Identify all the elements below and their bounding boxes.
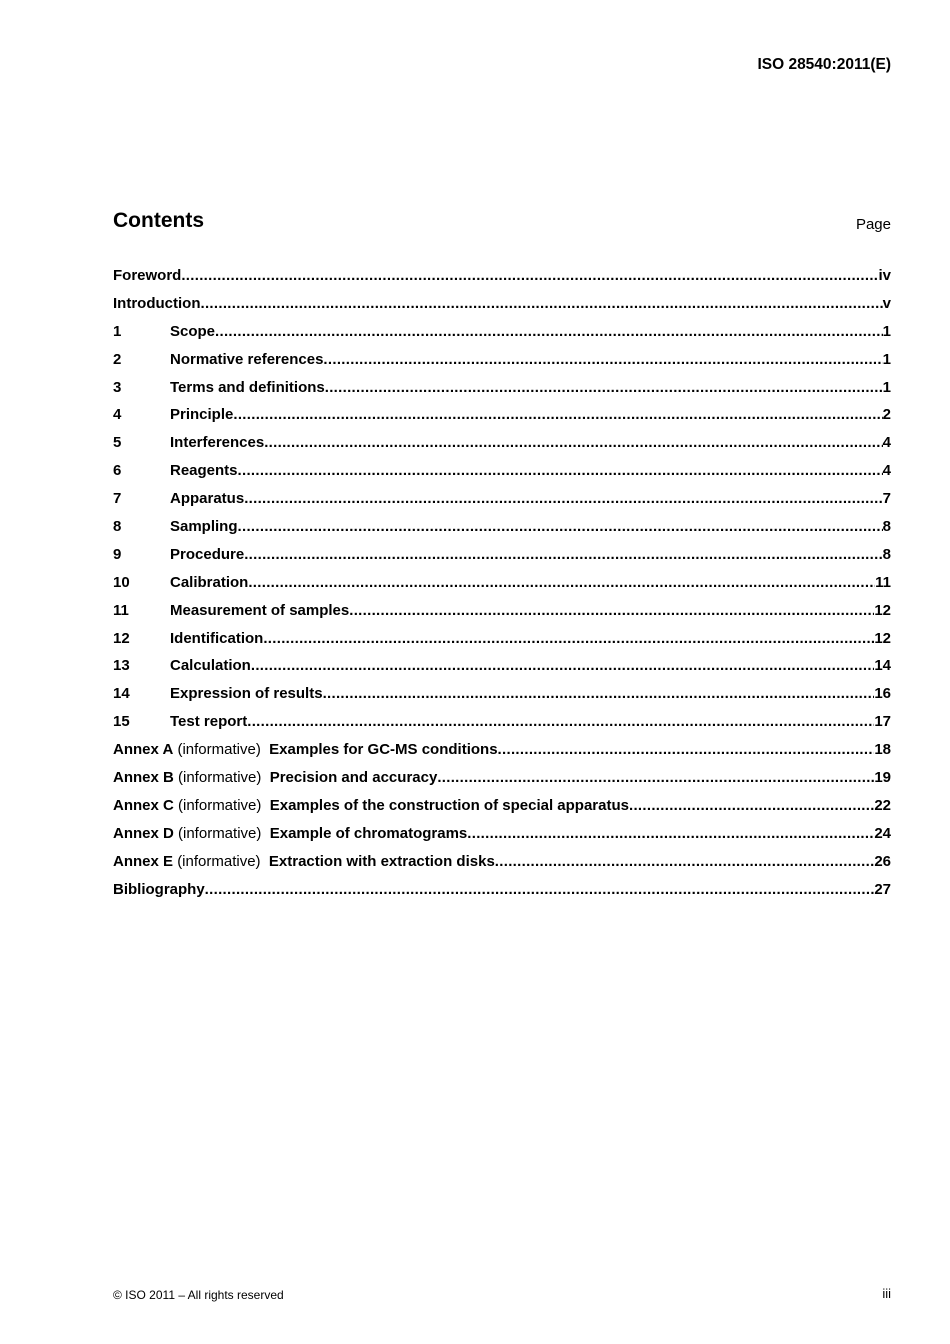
toc-entry[interactable] [113, 351, 891, 379]
toc-entry-page: 26 [874, 852, 891, 870]
toc-entry-page: 22 [874, 796, 891, 814]
toc-annex-letter: Annex B [113, 769, 174, 787]
toc-entry-title: Example of chromatograms [269, 824, 468, 842]
toc-annex-letter: Annex D [113, 824, 174, 842]
toc-entry-title: Sampling [170, 518, 238, 536]
toc-entry-number: 9 [113, 545, 122, 563]
toc-annex-informative: (informative) [177, 852, 261, 870]
toc-entry-title: Calibration [170, 573, 249, 591]
toc-entry-page: iv [878, 267, 891, 284]
toc-entry-page: 8 [882, 518, 891, 536]
toc-dot-leader [323, 685, 875, 702]
toc-entry-number: 13 [113, 657, 130, 675]
toc-entry[interactable] [113, 379, 891, 407]
toc-entry[interactable] [113, 825, 891, 853]
toc-entry-title: Terms and definitions [170, 378, 325, 396]
toc-dot-leader [437, 769, 874, 786]
toc-entry-page: 2 [882, 406, 891, 424]
toc-dot-leader [467, 825, 874, 842]
toc-dot-leader [498, 741, 875, 758]
toc-entry-number: 12 [113, 629, 130, 647]
toc-entry[interactable] [113, 741, 891, 769]
toc-dot-leader [200, 295, 882, 312]
page-column-label: Page [855, 216, 891, 233]
toc-entry-number: 1 [113, 322, 122, 340]
toc-dot-leader [251, 657, 874, 674]
toc-entry-title: Test report [170, 713, 248, 731]
toc-entry-number: 3 [113, 378, 122, 396]
toc-entry[interactable] [113, 769, 891, 797]
toc-dot-leader [247, 713, 874, 730]
toc-entry-page: 4 [882, 462, 891, 480]
toc-entry[interactable] [113, 574, 891, 602]
toc-entry-title: Interferences [170, 434, 265, 452]
footer-copyright: © ISO 2011 – All rights reserved [113, 1288, 284, 1302]
toc-dot-leader [325, 379, 883, 396]
toc-annex-label [113, 797, 270, 814]
toc-entry-page: 16 [874, 685, 891, 703]
toc-dot-leader [215, 323, 883, 340]
toc-entry-title: Identification [170, 629, 264, 647]
toc-entry-title: Procedure [170, 545, 245, 563]
toc-entry-page: 1 [882, 350, 891, 368]
toc-entry-page: 8 [882, 545, 891, 563]
toc-dot-leader [629, 797, 874, 814]
toc-dot-leader [244, 546, 882, 563]
toc-entry-title: Scope [170, 322, 216, 340]
toc-entry-page: 17 [874, 713, 891, 731]
toc-entry-page: 12 [874, 601, 891, 619]
toc-entry-number: 5 [113, 434, 122, 452]
toc-annex-label [113, 741, 269, 758]
toc-dot-leader [349, 602, 874, 619]
toc-annex-informative: (informative) [177, 741, 261, 759]
contents-heading: Contents [113, 209, 204, 232]
toc-annex-informative: (informative) [178, 796, 262, 814]
toc-dot-leader [205, 881, 875, 898]
toc-dot-leader [248, 574, 875, 591]
toc-dot-leader [181, 267, 878, 284]
toc-annex-letter: Annex A [113, 741, 174, 759]
toc-entry[interactable] [113, 881, 891, 909]
toc-entry-page: 1 [882, 322, 891, 340]
toc-dot-leader [238, 518, 883, 535]
toc-entry[interactable] [113, 518, 891, 546]
toc-entry-page: 11 [875, 573, 891, 591]
toc-entry-page: v [882, 294, 891, 312]
toc-entry[interactable] [113, 630, 891, 658]
toc-entry[interactable] [113, 323, 891, 351]
toc-dot-leader [264, 434, 882, 451]
toc-entry-page: 24 [874, 824, 891, 842]
toc-entry-title: Bibliography [113, 880, 205, 898]
toc-dot-leader [233, 406, 882, 423]
toc-entry-title: Measurement of samples [170, 601, 350, 619]
toc-entry-page: 14 [874, 657, 891, 675]
toc-entry-number: 6 [113, 462, 122, 480]
toc-entry-number: 8 [113, 518, 122, 536]
toc-entry[interactable] [113, 434, 891, 462]
toc-dot-leader [323, 351, 882, 368]
toc-entry-title: Examples of the construction of special apparatus [269, 796, 629, 814]
toc-entry-page: 12 [874, 629, 891, 647]
toc-entry-page: 7 [882, 490, 891, 508]
toc-entry-title: Foreword [113, 267, 182, 284]
toc-annex-label [113, 825, 270, 842]
toc-annex-informative: (informative) [178, 769, 262, 787]
toc-dot-leader [495, 853, 875, 870]
toc-entry[interactable] [113, 546, 891, 574]
toc-entry[interactable] [113, 853, 891, 881]
document-id: ISO 28540:2011(E) [757, 56, 891, 73]
table-of-contents [113, 267, 891, 908]
toc-entry-number: 10 [113, 573, 130, 591]
toc-annex-letter: Annex E [113, 852, 174, 870]
toc-entry[interactable] [113, 713, 891, 741]
toc-entry-page: 18 [874, 741, 891, 759]
toc-entry-page: 19 [874, 769, 891, 787]
toc-entry-page: 27 [874, 880, 891, 898]
toc-entry[interactable] [113, 295, 891, 323]
toc-entry-number: 14 [113, 685, 130, 703]
toc-annex-letter: Annex C [113, 796, 174, 814]
toc-dot-leader [244, 490, 882, 507]
toc-entry[interactable] [113, 462, 891, 490]
toc-entry-title: Examples for GC-MS conditions [269, 741, 498, 759]
toc-entry-page: 1 [882, 378, 891, 396]
toc-entry-title: Expression of results [170, 685, 323, 703]
toc-entry[interactable] [113, 797, 891, 825]
toc-annex-label [113, 853, 269, 870]
toc-entry-title: Calculation [170, 657, 251, 675]
toc-entry-title: Apparatus [170, 490, 245, 508]
toc-entry-title: Reagents [170, 462, 238, 480]
toc-entry[interactable] [113, 657, 891, 685]
toc-annex-informative: (informative) [178, 824, 262, 842]
toc-entry-title: Normative references [170, 350, 324, 368]
toc-annex-label [113, 769, 270, 786]
toc-entry-title: Precision and accuracy [269, 769, 438, 787]
toc-dot-leader [238, 462, 883, 479]
toc-entry-number: 4 [113, 406, 122, 424]
toc-entry[interactable] [113, 406, 891, 434]
toc-dot-leader [263, 630, 874, 647]
toc-entry-number: 2 [113, 350, 122, 368]
toc-entry[interactable] [113, 267, 891, 295]
toc-entry-title: Introduction [113, 294, 201, 312]
toc-entry-title: Principle [170, 406, 234, 424]
toc-entry[interactable] [113, 602, 891, 630]
toc-entry-title: Extraction with extraction disks [268, 852, 495, 870]
footer-page-number: iii [882, 1286, 891, 1301]
toc-entry-number: 11 [113, 601, 129, 619]
toc-entry[interactable] [113, 685, 891, 713]
toc-entry[interactable] [113, 490, 891, 518]
toc-entry-number: 15 [113, 713, 130, 731]
toc-entry-page: 4 [882, 434, 891, 452]
toc-entry-number: 7 [113, 490, 122, 508]
